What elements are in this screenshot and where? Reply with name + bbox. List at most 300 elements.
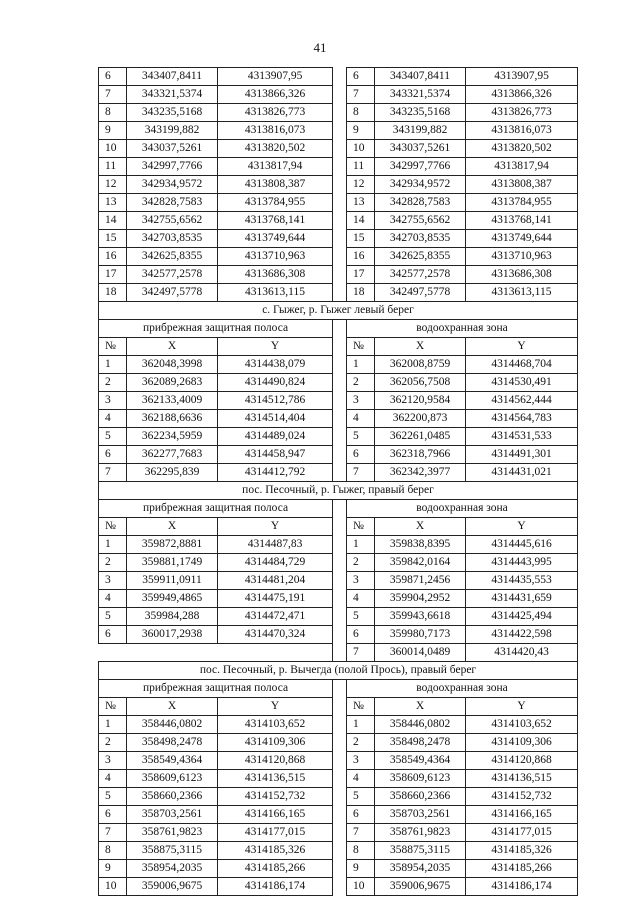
coord-y: 4314472,471 [218, 608, 333, 626]
point-number: 3 [99, 572, 127, 590]
column-gap [333, 572, 347, 590]
column-gap [333, 356, 347, 374]
coord-x: 343037,5261 [127, 140, 218, 158]
coord-y: 4314530,491 [466, 374, 578, 392]
coord-y: 4314562,444 [466, 392, 578, 410]
point-number: 3 [347, 392, 375, 410]
coord-y: 4314431,021 [466, 464, 578, 482]
coord-x: 343407,8411 [375, 68, 466, 86]
column-gap [333, 698, 347, 716]
table-row [99, 410, 578, 428]
coord-y: 4314490,824 [218, 374, 333, 392]
table-row [99, 212, 578, 230]
coord-y: 4313808,387 [218, 176, 333, 194]
column-gap [333, 680, 347, 698]
coord-x: 358660,2366 [127, 788, 218, 806]
number-column-header: № [99, 338, 127, 356]
point-number: 6 [347, 806, 375, 824]
table-row [99, 428, 578, 446]
section-title: пос. Песочный, р. Гыжег, правый берег [99, 482, 578, 500]
column-gap [333, 536, 347, 554]
coord-x: 362056,7508 [375, 374, 466, 392]
coastal-strip-header: прибрежная защитная полоса [99, 320, 333, 338]
coord-x: 362120,9584 [375, 392, 466, 410]
point-number: 5 [99, 428, 127, 446]
coord-x: 359006,9675 [375, 878, 466, 896]
water-protection-zone-header: водоохранная зона [347, 680, 578, 698]
y-column-header: Y [466, 338, 578, 356]
coord-x: 358954,2035 [127, 860, 218, 878]
coord-y: 4313866,326 [218, 86, 333, 104]
coord-y: 4313820,502 [466, 140, 578, 158]
coord-x: 342703,8535 [375, 230, 466, 248]
column-gap [333, 788, 347, 806]
column-gap [333, 878, 347, 896]
table-row [99, 752, 578, 770]
coord-x: 342577,2578 [127, 266, 218, 284]
table-row [99, 266, 578, 284]
coord-y: 4313907,95 [218, 68, 333, 86]
column-gap [333, 716, 347, 734]
coord-y: 4314109,306 [218, 734, 333, 752]
number-column-header: № [99, 698, 127, 716]
coord-y: 4313768,141 [218, 212, 333, 230]
subheader-row [99, 680, 578, 698]
table-row [99, 374, 578, 392]
table-row [99, 194, 578, 212]
point-number: 6 [347, 68, 375, 86]
coord-y: 4314120,868 [466, 752, 578, 770]
table-row [99, 644, 578, 662]
coord-y: 4314420,43 [466, 644, 578, 662]
point-number: 5 [347, 788, 375, 806]
column-gap [333, 806, 347, 824]
coord-x: 342828,7583 [127, 194, 218, 212]
column-gap [333, 392, 347, 410]
point-number [99, 644, 127, 662]
column-gap [333, 644, 347, 662]
x-column-header: X [375, 518, 466, 536]
coord-x: 362008,8759 [375, 356, 466, 374]
coastal-strip-header: прибрежная защитная полоса [99, 680, 333, 698]
point-number: 17 [99, 266, 127, 284]
coord-x: 362048,3998 [127, 356, 218, 374]
point-number: 9 [347, 860, 375, 878]
coord-x: 359842,0164 [375, 554, 466, 572]
coord-x: 359949,4865 [127, 590, 218, 608]
point-number: 7 [347, 464, 375, 482]
coord-y: 4313817,94 [218, 158, 333, 176]
coord-y: 4314512,786 [218, 392, 333, 410]
coord-x: 358549,4364 [127, 752, 218, 770]
water-protection-zone-header: водоохранная зона [347, 500, 578, 518]
table-row [99, 464, 578, 482]
coord-x: 342497,5778 [127, 284, 218, 302]
coord-x: 342497,5778 [375, 284, 466, 302]
coord-x: 342625,8355 [127, 248, 218, 266]
point-number: 7 [347, 644, 375, 662]
y-column-header: Y [218, 338, 333, 356]
column-gap [333, 554, 347, 572]
coord-y: 4314431,659 [466, 590, 578, 608]
coord-x: 358446,0802 [375, 716, 466, 734]
coord-x: 358609,6123 [375, 770, 466, 788]
coord-x: 358660,2366 [375, 788, 466, 806]
coord-x: 343321,5374 [375, 86, 466, 104]
coord-y: 4314185,326 [466, 842, 578, 860]
coord-x: 342828,7583 [375, 194, 466, 212]
point-number: 5 [99, 788, 127, 806]
point-number: 4 [99, 410, 127, 428]
point-number: 8 [347, 842, 375, 860]
coord-y: 4314103,652 [218, 716, 333, 734]
point-number: 3 [347, 572, 375, 590]
column-gap [333, 500, 347, 518]
coord-x: 358549,4364 [375, 752, 466, 770]
point-number: 12 [99, 176, 127, 194]
coord-y: 4314514,404 [218, 410, 333, 428]
table-row [99, 716, 578, 734]
coord-x: 342997,7766 [375, 158, 466, 176]
column-gap [333, 752, 347, 770]
point-number: 8 [99, 104, 127, 122]
point-number: 10 [347, 878, 375, 896]
coord-y: 4313613,115 [218, 284, 333, 302]
coord-y: 4314412,792 [218, 464, 333, 482]
coord-y: 4313826,773 [218, 104, 333, 122]
coord-y: 4313710,963 [466, 248, 578, 266]
coord-x: 362133,4009 [127, 392, 218, 410]
point-number: 1 [347, 716, 375, 734]
point-number: 6 [99, 626, 127, 644]
coord-x: 342703,8535 [127, 230, 218, 248]
column-gap [333, 230, 347, 248]
point-number: 16 [347, 248, 375, 266]
column-gap [333, 176, 347, 194]
coord-x: 342577,2578 [375, 266, 466, 284]
coord-y: 4314177,015 [218, 824, 333, 842]
table-row [99, 158, 578, 176]
column-gap [333, 374, 347, 392]
point-number: 11 [347, 158, 375, 176]
coord-y: 4314136,515 [466, 770, 578, 788]
coord-y: 4314491,301 [466, 446, 578, 464]
coord-x: 362261,0485 [375, 428, 466, 446]
coordinates-table [98, 67, 578, 896]
column-gap [333, 320, 347, 338]
coord-x: 359980,7173 [375, 626, 466, 644]
coord-y: 4314185,266 [466, 860, 578, 878]
coord-y: 4313749,644 [466, 230, 578, 248]
coord-y: 4314489,024 [218, 428, 333, 446]
column-gap [333, 518, 347, 536]
point-number: 16 [99, 248, 127, 266]
coord-y: 4314109,306 [466, 734, 578, 752]
point-number: 12 [347, 176, 375, 194]
coord-x: 343407,8411 [127, 68, 218, 86]
coord-y: 4314166,165 [466, 806, 578, 824]
table-row [99, 554, 578, 572]
number-column-header: № [99, 518, 127, 536]
coord-y: 4314103,652 [466, 716, 578, 734]
coord-y: 4313826,773 [466, 104, 578, 122]
point-number: 3 [99, 392, 127, 410]
coord-y: 4314531,533 [466, 428, 578, 446]
y-column-header: Y [466, 518, 578, 536]
coord-y: 4314425,494 [466, 608, 578, 626]
coord-y: 4314120,868 [218, 752, 333, 770]
column-gap [333, 68, 347, 86]
coord-y: 4314422,598 [466, 626, 578, 644]
point-number: 6 [99, 806, 127, 824]
table-row [99, 230, 578, 248]
point-number: 10 [99, 140, 127, 158]
section-title-row [99, 662, 578, 680]
point-number: 2 [347, 374, 375, 392]
coord-x: 343235,5168 [127, 104, 218, 122]
coord-y: 4314177,015 [466, 824, 578, 842]
coord-x: 358498,2478 [375, 734, 466, 752]
column-gap [333, 590, 347, 608]
coord-x: 359911,0911 [127, 572, 218, 590]
point-number: 1 [99, 356, 127, 374]
y-column-header: Y [218, 698, 333, 716]
table-row [99, 590, 578, 608]
coord-y: 4313907,95 [466, 68, 578, 86]
coord-x: 342934,9572 [127, 176, 218, 194]
coord-y: 4314443,995 [466, 554, 578, 572]
column-gap [333, 626, 347, 644]
point-number: 4 [99, 770, 127, 788]
table-row [99, 860, 578, 878]
table-row [99, 788, 578, 806]
x-column-header: X [375, 698, 466, 716]
coord-y: 4313817,94 [466, 158, 578, 176]
coord-y: 4313686,308 [466, 266, 578, 284]
table-row [99, 86, 578, 104]
column-header-row [99, 518, 578, 536]
column-gap [333, 428, 347, 446]
coord-y: 4314186,174 [218, 878, 333, 896]
number-column-header: № [347, 518, 375, 536]
column-gap [333, 608, 347, 626]
coord-x: 358954,2035 [375, 860, 466, 878]
coord-x: 343235,5168 [375, 104, 466, 122]
coord-x: 360017,2938 [127, 626, 218, 644]
table-row [99, 284, 578, 302]
column-gap [333, 770, 347, 788]
coord-x: 358703,2561 [127, 806, 218, 824]
point-number: 3 [99, 752, 127, 770]
coord-y: 4314564,783 [466, 410, 578, 428]
section-title-row [99, 482, 578, 500]
table-row [99, 572, 578, 590]
column-gap [333, 140, 347, 158]
coord-y: 4314487,83 [218, 536, 333, 554]
coord-y: 4313816,073 [466, 122, 578, 140]
number-column-header: № [347, 338, 375, 356]
coord-x: 343037,5261 [375, 140, 466, 158]
coord-y: 4314166,165 [218, 806, 333, 824]
table-row [99, 446, 578, 464]
point-number: 2 [347, 554, 375, 572]
coord-x: 362188,6636 [127, 410, 218, 428]
table-row [99, 842, 578, 860]
coord-x: 342997,7766 [127, 158, 218, 176]
coord-x: 358875,3115 [375, 842, 466, 860]
column-gap [333, 464, 347, 482]
coord-y: 4313866,326 [466, 86, 578, 104]
column-gap [333, 158, 347, 176]
coord-x: 358446,0802 [127, 716, 218, 734]
coord-x: 359881,1749 [127, 554, 218, 572]
page-number: 41 [313, 40, 327, 55]
point-number: 7 [99, 464, 127, 482]
coord-x: 359984,288 [127, 608, 218, 626]
column-gap [333, 734, 347, 752]
point-number: 10 [347, 140, 375, 158]
coord-x: 362318,7966 [375, 446, 466, 464]
column-gap [333, 194, 347, 212]
table-row [99, 608, 578, 626]
column-gap [333, 284, 347, 302]
coord-y: 4314470,324 [218, 626, 333, 644]
coord-x: 358761,9823 [127, 824, 218, 842]
section-title: пос. Песочный, р. Вычегда (полой Прось), правый берег [99, 662, 578, 680]
x-column-header: X [127, 518, 218, 536]
column-gap [333, 860, 347, 878]
coord-y: 4314435,553 [466, 572, 578, 590]
coord-y: 4313808,387 [466, 176, 578, 194]
coord-x: 342625,8355 [375, 248, 466, 266]
point-number: 7 [347, 824, 375, 842]
table-row [99, 176, 578, 194]
point-number: 10 [99, 878, 127, 896]
coord-y: 4313784,955 [218, 194, 333, 212]
point-number: 9 [99, 122, 127, 140]
point-number: 13 [347, 194, 375, 212]
coord-y: 4313686,308 [218, 266, 333, 284]
point-number: 6 [347, 446, 375, 464]
coord-x: 358875,3115 [127, 842, 218, 860]
column-gap [333, 338, 347, 356]
point-number: 7 [99, 86, 127, 104]
coord-y: 4314136,515 [218, 770, 333, 788]
coord-x: 359943,6618 [375, 608, 466, 626]
coord-x: 359838,8395 [375, 536, 466, 554]
table-row [99, 806, 578, 824]
column-gap [333, 842, 347, 860]
coord-y: 4313784,955 [466, 194, 578, 212]
point-number: 14 [99, 212, 127, 230]
point-number: 5 [99, 608, 127, 626]
coord-x [127, 644, 218, 662]
point-number: 3 [347, 752, 375, 770]
point-number: 5 [347, 608, 375, 626]
section-title: с. Гыжег, р. Гыжег левый берег [99, 302, 578, 320]
coord-y [218, 644, 333, 662]
subheader-row [99, 500, 578, 518]
coord-y: 4314152,732 [218, 788, 333, 806]
table-row [99, 68, 578, 86]
table-row [99, 824, 578, 842]
point-number: 18 [99, 284, 127, 302]
coord-y: 4314481,204 [218, 572, 333, 590]
point-number: 2 [99, 734, 127, 752]
coord-x: 342755,6562 [127, 212, 218, 230]
coord-y: 4313816,073 [218, 122, 333, 140]
point-number: 15 [347, 230, 375, 248]
coord-x: 358703,2561 [375, 806, 466, 824]
table-row [99, 140, 578, 158]
point-number: 2 [99, 374, 127, 392]
table-row [99, 122, 578, 140]
coord-x: 342934,9572 [375, 176, 466, 194]
coord-x: 362342,3977 [375, 464, 466, 482]
coord-x: 358761,9823 [375, 824, 466, 842]
coord-x: 359871,2456 [375, 572, 466, 590]
coord-y: 4314152,732 [466, 788, 578, 806]
coord-y: 4314438,079 [218, 356, 333, 374]
coord-y: 4313613,115 [466, 284, 578, 302]
coord-y: 4314185,326 [218, 842, 333, 860]
coord-x: 362200,873 [375, 410, 466, 428]
coord-x: 362089,2683 [127, 374, 218, 392]
point-number: 8 [99, 842, 127, 860]
x-column-header: X [375, 338, 466, 356]
point-number: 4 [347, 770, 375, 788]
x-column-header: X [127, 698, 218, 716]
point-number: 7 [347, 86, 375, 104]
column-gap [333, 446, 347, 464]
table-row [99, 626, 578, 644]
column-gap [333, 410, 347, 428]
table-row [99, 356, 578, 374]
table-row [99, 104, 578, 122]
column-gap [333, 248, 347, 266]
point-number: 2 [99, 554, 127, 572]
y-column-header: Y [466, 698, 578, 716]
point-number: 14 [347, 212, 375, 230]
coord-x: 362234,5959 [127, 428, 218, 446]
point-number: 1 [99, 716, 127, 734]
coord-y: 4314475,191 [218, 590, 333, 608]
coord-y: 4314458,947 [218, 446, 333, 464]
coord-x: 359872,8881 [127, 536, 218, 554]
y-column-header: Y [218, 518, 333, 536]
point-number: 6 [99, 446, 127, 464]
point-number: 6 [99, 68, 127, 86]
x-column-header: X [127, 338, 218, 356]
point-number: 1 [347, 536, 375, 554]
column-gap [333, 104, 347, 122]
point-number: 7 [99, 824, 127, 842]
point-number: 6 [347, 626, 375, 644]
coord-y: 4314186,174 [466, 878, 578, 896]
column-gap [333, 266, 347, 284]
coord-y: 4314468,704 [466, 356, 578, 374]
table-row [99, 734, 578, 752]
point-number: 8 [347, 104, 375, 122]
table-row [99, 770, 578, 788]
coord-x: 343199,882 [127, 122, 218, 140]
coord-x: 362277,7683 [127, 446, 218, 464]
point-number: 1 [99, 536, 127, 554]
point-number: 4 [347, 590, 375, 608]
coord-x: 362295,839 [127, 464, 218, 482]
coord-y: 4314445,616 [466, 536, 578, 554]
coord-x: 359006,9675 [127, 878, 218, 896]
